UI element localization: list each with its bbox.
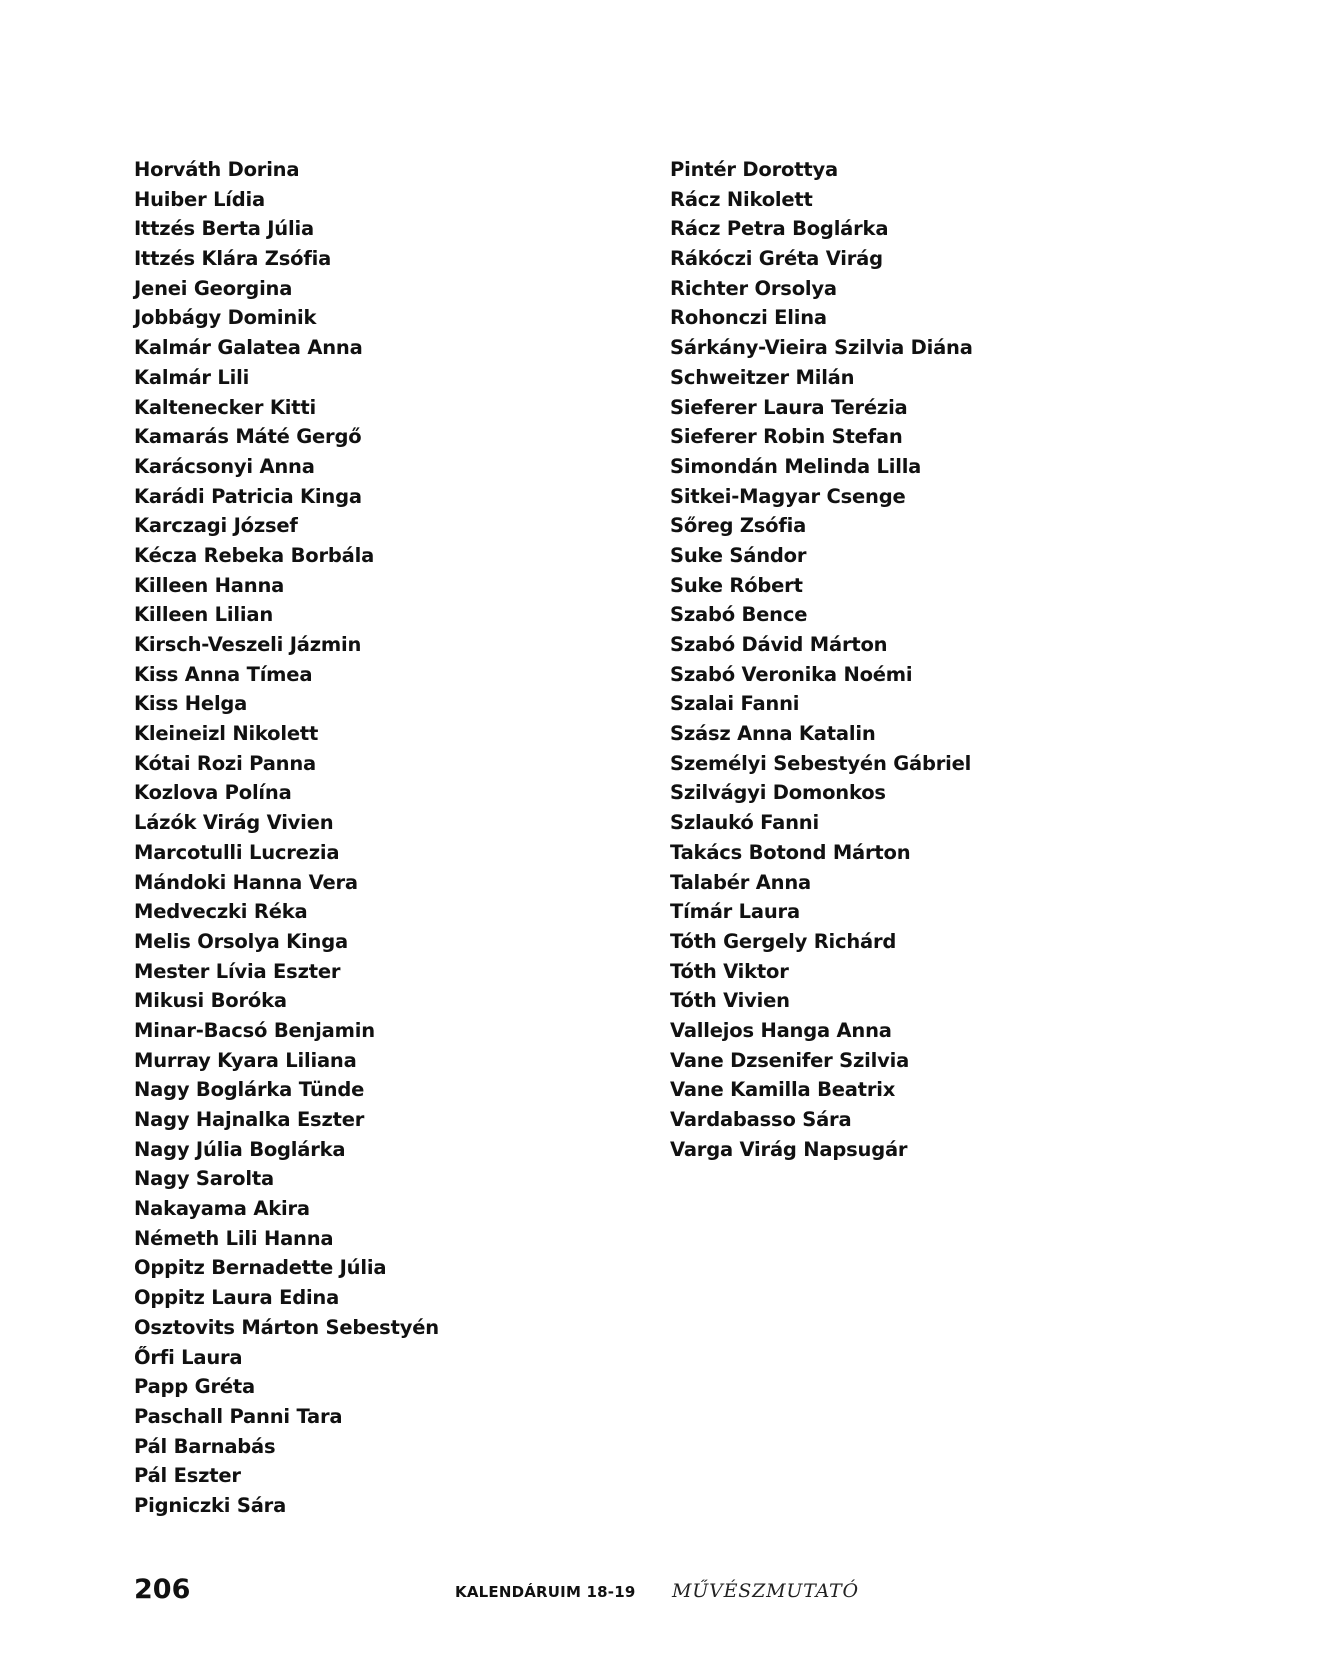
name-entry: Horváth Dorina [134, 158, 300, 181]
name-entry: Vardabasso Sára [670, 1108, 852, 1131]
name-entry: Karczagi József [134, 514, 298, 538]
name-entry: Tóth Viktor [670, 959, 789, 983]
page-number: 206 [134, 1574, 191, 1605]
name-entry: Kozlova Polína [134, 781, 292, 805]
name-entry: Tóth Gergely Richárd [670, 929, 897, 953]
name-entry: Paschall Panni Tara [134, 1404, 343, 1428]
name-entry: Oppitz Bernadette Júlia [134, 1256, 387, 1280]
name-entry: Nagy Hajnalka Eszter [134, 1108, 365, 1131]
name-entry: Kiss Helga [134, 692, 248, 716]
name-entry: Pál Barnabás [134, 1434, 276, 1458]
name-entry: Lázók Virág Vivien [134, 811, 334, 835]
name-entry: Őrfi Laura [134, 1345, 243, 1369]
name-entry: Takács Botond Márton [670, 840, 911, 864]
name-entry: Kleineizl Nikolett [134, 722, 319, 746]
name-entry: Kiss Anna Tímea [134, 662, 313, 686]
name-entry: Kalmár Galatea Anna [134, 336, 363, 360]
name-entry: Szilvágyi Domonkos [670, 781, 886, 805]
name-entry: Killeen Lilian [134, 603, 274, 627]
name-list-right [670, 155, 973, 1164]
name-entry: Melis Orsolya Kinga [134, 929, 348, 953]
name-entry: Nagy Boglárka Tünde [134, 1078, 365, 1102]
name-entry: Tóth Vivien [670, 989, 790, 1013]
name-entry: Ittzés Klára Zsófia [134, 247, 332, 271]
name-entry: Suke Sándor [670, 543, 807, 567]
name-entry: Személyi Sebestyén Gábriel [670, 751, 972, 775]
name-entry: Sárkány-Vieira Szilvia Diána [670, 336, 973, 360]
name-entry: Oppitz Laura Edina [134, 1286, 340, 1310]
name-entry: Nagy Júlia Boglárka [134, 1137, 346, 1161]
name-entry: Szabó Dávid Márton [670, 633, 888, 656]
name-entry: Rákóczi Gréta Virág [670, 247, 883, 271]
name-entry: Suke Róbert [670, 573, 803, 597]
name-entry: Karácsonyi Anna [134, 454, 315, 478]
name-entry: Schweitzer Milán [670, 365, 855, 389]
name-entry: Talabér Anna [670, 870, 811, 894]
name-entry: Pál Eszter [134, 1464, 241, 1488]
name-entry: Sitkei-Magyar Csenge [670, 484, 906, 508]
name-entry: Kaltenecker Kitti [134, 395, 316, 419]
name-entry: Kótai Rozi Panna [134, 751, 317, 775]
name-entry: Murray Kyara Liliana [134, 1048, 357, 1072]
name-entry: Karádi Patricia Kinga [134, 484, 362, 508]
name-entry: Jobbágy Dominik [134, 306, 317, 330]
name-entry: Jenei Georgina [134, 276, 293, 300]
name-entry: Mándoki Hanna Vera [134, 870, 358, 894]
name-entry: Szabó Veronika Noémi [670, 662, 913, 686]
name-entry: Simondán Melinda Lilla [670, 454, 922, 478]
name-entry: Killeen Hanna [134, 573, 285, 597]
name-entry: Vallejos Hanga Anna [670, 1018, 892, 1042]
name-entry: Varga Virág Napsugár [670, 1137, 908, 1161]
name-entry: Osztovits Márton Sebestyén [134, 1315, 439, 1339]
name-entry: Vane Dzsenifer Szilvia [670, 1048, 910, 1072]
name-entry: Rácz Nikolett [670, 187, 813, 211]
name-entry: Szász Anna Katalin [670, 722, 876, 746]
publication-title: KALENDÁRUIM 18-19 [455, 1583, 636, 1601]
name-entry: Minar-Bacsó Benjamin [134, 1018, 375, 1042]
name-list-left [134, 155, 439, 1521]
name-entry: Mester Lívia Eszter [134, 959, 341, 983]
name-entry: Rohonczi Elina [670, 306, 827, 330]
name-entry: Richter Orsolya [670, 276, 837, 300]
name-entry: Nagy Sarolta [134, 1167, 274, 1191]
name-entry: Szalai Fanni [670, 692, 800, 716]
name-entry: Huiber Lídia [134, 187, 265, 211]
name-entry: Kalmár Lili [134, 365, 250, 389]
name-entry: Papp Gréta [134, 1375, 255, 1399]
section-title: MŰVÉSZMUTATÓ [672, 1580, 859, 1602]
name-entry: Kécza Rebeka Borbála [134, 543, 375, 567]
name-entry: Rácz Petra Boglárka [670, 217, 889, 241]
name-entry: Sieferer Robin Stefan [670, 425, 903, 449]
name-entry: Medveczki Réka [134, 900, 308, 924]
name-entry: Marcotulli Lucrezia [134, 840, 340, 864]
name-entry: Nakayama Akira [134, 1197, 310, 1221]
page-footer [0, 1572, 1331, 1612]
name-entry: Ittzés Berta Júlia [134, 217, 314, 241]
name-entry: Szlaukó Fanni [670, 811, 819, 835]
name-entry: Németh Lili Hanna [134, 1226, 334, 1250]
name-entry: Pintér Dorottya [670, 158, 838, 181]
name-entry: Kirsch-Veszeli Jázmin [134, 633, 362, 656]
name-entry: Szabó Bence [670, 603, 808, 627]
name-entry: Mikusi Boróka [134, 989, 287, 1013]
name-entry: Tímár Laura [670, 900, 800, 924]
name-entry: Kamarás Máté Gergő [134, 425, 362, 449]
name-entry: Vane Kamilla Beatrix [670, 1078, 896, 1102]
name-entry: Sőreg Zsófia [670, 514, 807, 538]
name-entry: Sieferer Laura Terézia [670, 395, 908, 419]
name-entry: Pigniczki Sára [134, 1493, 287, 1517]
